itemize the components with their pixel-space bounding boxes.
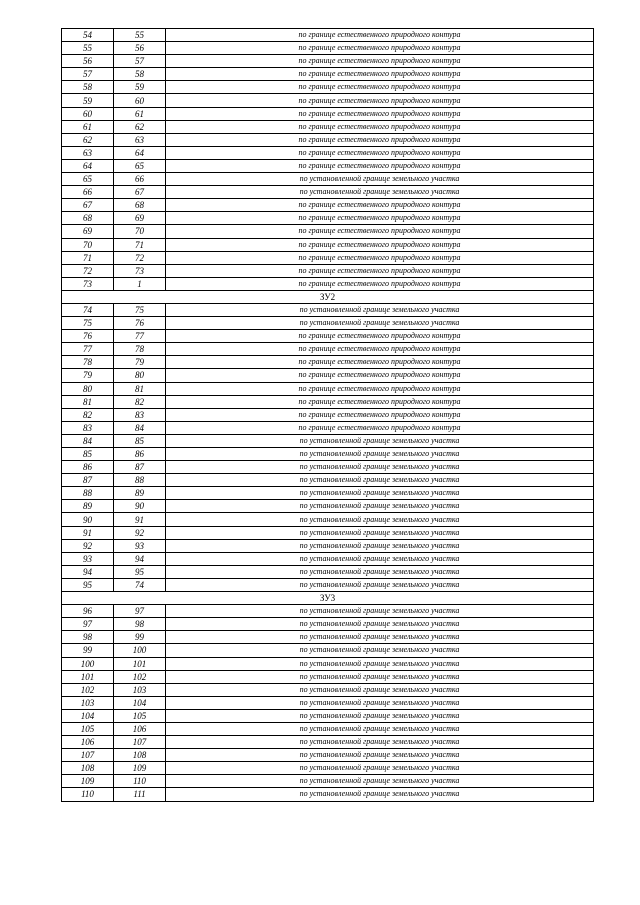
point-from-cell: 101 bbox=[62, 670, 114, 683]
table-row bbox=[62, 461, 594, 474]
point-to-cell: 70 bbox=[114, 225, 166, 238]
point-from-cell: 62 bbox=[62, 133, 114, 146]
boundary-description-cell: по установленной границе земельного участка bbox=[166, 644, 594, 657]
point-to-cell: 77 bbox=[114, 330, 166, 343]
boundary-description-cell: по установленной границе земельного участка bbox=[166, 526, 594, 539]
point-to-cell: 111 bbox=[114, 788, 166, 801]
point-to-cell: 84 bbox=[114, 421, 166, 434]
boundary-description-cell: по установленной границе земельного участка bbox=[166, 736, 594, 749]
table-row bbox=[62, 107, 594, 120]
point-from-cell: 84 bbox=[62, 434, 114, 447]
boundary-description-cell: по установленной границе земельного участка bbox=[166, 474, 594, 487]
table-row bbox=[62, 29, 594, 42]
table-row bbox=[62, 159, 594, 172]
point-from-cell: 65 bbox=[62, 173, 114, 186]
point-to-cell: 88 bbox=[114, 474, 166, 487]
point-from-cell: 58 bbox=[62, 81, 114, 94]
point-to-cell: 90 bbox=[114, 500, 166, 513]
section-title: ЗУ3 bbox=[62, 592, 594, 605]
table-row bbox=[62, 94, 594, 107]
section-header-row bbox=[62, 290, 594, 303]
point-from-cell: 72 bbox=[62, 264, 114, 277]
point-to-cell: 56 bbox=[114, 42, 166, 55]
boundary-description-cell: по границе естественного природного контура bbox=[166, 369, 594, 382]
point-to-cell: 89 bbox=[114, 487, 166, 500]
boundary-table-body bbox=[62, 29, 594, 802]
boundary-description-cell: по границе естественного природного контура bbox=[166, 382, 594, 395]
point-to-cell: 107 bbox=[114, 736, 166, 749]
point-to-cell: 91 bbox=[114, 513, 166, 526]
point-from-cell: 97 bbox=[62, 618, 114, 631]
table-row bbox=[62, 526, 594, 539]
point-from-cell: 78 bbox=[62, 356, 114, 369]
boundary-description-cell: по установленной границе земельного участка bbox=[166, 539, 594, 552]
boundary-description-cell: по установленной границе земельного участка bbox=[166, 749, 594, 762]
boundary-description-cell: по границе естественного природного контура bbox=[166, 330, 594, 343]
table-row bbox=[62, 631, 594, 644]
point-to-cell: 87 bbox=[114, 461, 166, 474]
table-row bbox=[62, 186, 594, 199]
boundary-description-cell: по установленной границе земельного участка bbox=[166, 631, 594, 644]
point-from-cell: 109 bbox=[62, 775, 114, 788]
table-row bbox=[62, 670, 594, 683]
boundary-description-cell: по границе естественного природного контура bbox=[166, 81, 594, 94]
point-to-cell: 82 bbox=[114, 395, 166, 408]
boundary-description-cell: по границе естественного природного контура bbox=[166, 94, 594, 107]
point-from-cell: 60 bbox=[62, 107, 114, 120]
point-to-cell: 59 bbox=[114, 81, 166, 94]
boundary-description-cell: по установленной границе земельного участка bbox=[166, 683, 594, 696]
point-from-cell: 80 bbox=[62, 382, 114, 395]
table-row bbox=[62, 448, 594, 461]
table-row bbox=[62, 696, 594, 709]
table-row bbox=[62, 421, 594, 434]
point-to-cell: 110 bbox=[114, 775, 166, 788]
table-row bbox=[62, 212, 594, 225]
point-to-cell: 55 bbox=[114, 29, 166, 42]
boundary-description-cell: по границе естественного природного контура bbox=[166, 356, 594, 369]
point-to-cell: 108 bbox=[114, 749, 166, 762]
boundary-description-cell: по установленной границе земельного участка bbox=[166, 696, 594, 709]
boundary-description-cell: по границе естественного природного контура bbox=[166, 120, 594, 133]
table-row bbox=[62, 657, 594, 670]
boundary-description-cell: по установленной границе земельного участка bbox=[166, 722, 594, 735]
point-from-cell: 98 bbox=[62, 631, 114, 644]
table-row bbox=[62, 264, 594, 277]
table-row bbox=[62, 408, 594, 421]
point-to-cell: 75 bbox=[114, 303, 166, 316]
point-from-cell: 59 bbox=[62, 94, 114, 107]
point-from-cell: 75 bbox=[62, 317, 114, 330]
point-to-cell: 62 bbox=[114, 120, 166, 133]
table-row bbox=[62, 238, 594, 251]
point-from-cell: 56 bbox=[62, 55, 114, 68]
boundary-description-cell: по установленной границе земельного участка bbox=[166, 303, 594, 316]
point-from-cell: 89 bbox=[62, 500, 114, 513]
point-from-cell: 64 bbox=[62, 159, 114, 172]
table-row bbox=[62, 120, 594, 133]
table-row bbox=[62, 500, 594, 513]
point-from-cell: 90 bbox=[62, 513, 114, 526]
point-to-cell: 97 bbox=[114, 605, 166, 618]
table-row bbox=[62, 474, 594, 487]
point-from-cell: 96 bbox=[62, 605, 114, 618]
point-to-cell: 105 bbox=[114, 709, 166, 722]
point-from-cell: 73 bbox=[62, 277, 114, 290]
table-row bbox=[62, 552, 594, 565]
point-from-cell: 55 bbox=[62, 42, 114, 55]
point-from-cell: 57 bbox=[62, 68, 114, 81]
boundary-description-cell: по границе естественного природного контура bbox=[166, 107, 594, 120]
table-row bbox=[62, 303, 594, 316]
point-from-cell: 81 bbox=[62, 395, 114, 408]
table-row bbox=[62, 736, 594, 749]
boundary-description-cell: по установленной границе земельного участка bbox=[166, 186, 594, 199]
point-from-cell: 87 bbox=[62, 474, 114, 487]
point-from-cell: 79 bbox=[62, 369, 114, 382]
table-row bbox=[62, 565, 594, 578]
table-row bbox=[62, 330, 594, 343]
point-from-cell: 83 bbox=[62, 421, 114, 434]
boundary-description-cell: по установленной границе земельного участка bbox=[166, 657, 594, 670]
table-row bbox=[62, 133, 594, 146]
boundary-description-cell: по установленной границе земельного участка bbox=[166, 762, 594, 775]
table-row bbox=[62, 487, 594, 500]
boundary-description-cell: по установленной границе земельного участка bbox=[166, 788, 594, 801]
table-row bbox=[62, 683, 594, 696]
table-row bbox=[62, 81, 594, 94]
point-from-cell: 106 bbox=[62, 736, 114, 749]
table-row bbox=[62, 539, 594, 552]
boundary-description-cell: по границе естественного природного контура bbox=[166, 42, 594, 55]
point-from-cell: 107 bbox=[62, 749, 114, 762]
point-from-cell: 74 bbox=[62, 303, 114, 316]
table-row bbox=[62, 317, 594, 330]
section-title: ЗУ2 bbox=[62, 290, 594, 303]
point-from-cell: 54 bbox=[62, 29, 114, 42]
boundary-description-cell: по установленной границе земельного участка bbox=[166, 487, 594, 500]
boundary-description-cell: по установленной границе земельного участка bbox=[166, 618, 594, 631]
point-from-cell: 67 bbox=[62, 199, 114, 212]
point-from-cell: 82 bbox=[62, 408, 114, 421]
point-to-cell: 60 bbox=[114, 94, 166, 107]
boundary-description-cell: по границе естественного природного контура bbox=[166, 343, 594, 356]
table-row bbox=[62, 749, 594, 762]
table-row bbox=[62, 775, 594, 788]
point-to-cell: 65 bbox=[114, 159, 166, 172]
table-row bbox=[62, 382, 594, 395]
boundary-description-cell: по границе естественного природного контура bbox=[166, 68, 594, 81]
boundary-description-cell: по установленной границе земельного участка bbox=[166, 434, 594, 447]
table-row bbox=[62, 578, 594, 591]
table-row bbox=[62, 788, 594, 801]
boundary-description-cell: по установленной границе земельного участка bbox=[166, 605, 594, 618]
table-row bbox=[62, 605, 594, 618]
point-from-cell: 63 bbox=[62, 146, 114, 159]
point-from-cell: 93 bbox=[62, 552, 114, 565]
table-row bbox=[62, 395, 594, 408]
point-to-cell: 72 bbox=[114, 251, 166, 264]
boundary-description-cell: по установленной границе земельного участка bbox=[166, 552, 594, 565]
boundary-description-cell: по границе естественного природного контура bbox=[166, 264, 594, 277]
point-from-cell: 94 bbox=[62, 565, 114, 578]
boundary-table bbox=[61, 28, 594, 802]
point-from-cell: 91 bbox=[62, 526, 114, 539]
point-to-cell: 104 bbox=[114, 696, 166, 709]
point-to-cell: 64 bbox=[114, 146, 166, 159]
point-to-cell: 74 bbox=[114, 578, 166, 591]
table-row bbox=[62, 277, 594, 290]
point-from-cell: 66 bbox=[62, 186, 114, 199]
point-from-cell: 99 bbox=[62, 644, 114, 657]
point-to-cell: 80 bbox=[114, 369, 166, 382]
point-from-cell: 105 bbox=[62, 722, 114, 735]
table-row bbox=[62, 55, 594, 68]
boundary-description-cell: по границе естественного природного контура bbox=[166, 421, 594, 434]
boundary-description-cell: по границе естественного природного контура bbox=[166, 212, 594, 225]
table-row bbox=[62, 369, 594, 382]
boundary-description-cell: по границе естественного природного контура bbox=[166, 225, 594, 238]
point-to-cell: 61 bbox=[114, 107, 166, 120]
point-from-cell: 77 bbox=[62, 343, 114, 356]
point-to-cell: 100 bbox=[114, 644, 166, 657]
point-from-cell: 85 bbox=[62, 448, 114, 461]
boundary-description-cell: по установленной границе земельного участка bbox=[166, 775, 594, 788]
point-from-cell: 70 bbox=[62, 238, 114, 251]
table-row bbox=[62, 251, 594, 264]
boundary-description-cell: по установленной границе земельного участка bbox=[166, 709, 594, 722]
boundary-description-cell: по границе естественного природного контура bbox=[166, 29, 594, 42]
table-row bbox=[62, 146, 594, 159]
boundary-description-cell: по установленной границе земельного участка bbox=[166, 500, 594, 513]
point-to-cell: 79 bbox=[114, 356, 166, 369]
point-to-cell: 76 bbox=[114, 317, 166, 330]
boundary-description-cell: по установленной границе земельного участка bbox=[166, 448, 594, 461]
point-from-cell: 88 bbox=[62, 487, 114, 500]
table-row bbox=[62, 762, 594, 775]
point-to-cell: 95 bbox=[114, 565, 166, 578]
table-row bbox=[62, 709, 594, 722]
section-header-row bbox=[62, 592, 594, 605]
boundary-description-cell: по установленной границе земельного участка bbox=[166, 565, 594, 578]
point-from-cell: 103 bbox=[62, 696, 114, 709]
point-to-cell: 101 bbox=[114, 657, 166, 670]
point-to-cell: 106 bbox=[114, 722, 166, 735]
point-to-cell: 93 bbox=[114, 539, 166, 552]
point-from-cell: 100 bbox=[62, 657, 114, 670]
point-to-cell: 68 bbox=[114, 199, 166, 212]
point-from-cell: 108 bbox=[62, 762, 114, 775]
table-row bbox=[62, 356, 594, 369]
boundary-description-cell: по границе естественного природного контура bbox=[166, 277, 594, 290]
table-row bbox=[62, 68, 594, 81]
boundary-description-cell: по установленной границе земельного участка bbox=[166, 578, 594, 591]
table-row bbox=[62, 618, 594, 631]
point-to-cell: 66 bbox=[114, 173, 166, 186]
point-to-cell: 103 bbox=[114, 683, 166, 696]
point-from-cell: 71 bbox=[62, 251, 114, 264]
boundary-description-cell: по установленной границе земельного участка bbox=[166, 461, 594, 474]
point-to-cell: 83 bbox=[114, 408, 166, 421]
boundary-description-cell: по границе естественного природного контура bbox=[166, 146, 594, 159]
boundary-description-cell: по установленной границе земельного участка bbox=[166, 670, 594, 683]
table-row bbox=[62, 42, 594, 55]
table-row bbox=[62, 225, 594, 238]
boundary-description-cell: по установленной границе земельного участка bbox=[166, 173, 594, 186]
table-row bbox=[62, 173, 594, 186]
table-row bbox=[62, 199, 594, 212]
boundary-description-cell: по границе естественного природного контура bbox=[166, 199, 594, 212]
point-to-cell: 85 bbox=[114, 434, 166, 447]
point-to-cell: 57 bbox=[114, 55, 166, 68]
point-from-cell: 110 bbox=[62, 788, 114, 801]
point-from-cell: 61 bbox=[62, 120, 114, 133]
point-to-cell: 99 bbox=[114, 631, 166, 644]
point-from-cell: 104 bbox=[62, 709, 114, 722]
point-to-cell: 81 bbox=[114, 382, 166, 395]
boundary-description-cell: по границе естественного природного контура bbox=[166, 395, 594, 408]
point-from-cell: 102 bbox=[62, 683, 114, 696]
table-row bbox=[62, 513, 594, 526]
point-to-cell: 71 bbox=[114, 238, 166, 251]
boundary-description-cell: по границе естественного природного контура bbox=[166, 251, 594, 264]
table-row bbox=[62, 434, 594, 447]
table-row bbox=[62, 644, 594, 657]
point-to-cell: 67 bbox=[114, 186, 166, 199]
boundary-description-cell: по границе естественного природного контура bbox=[166, 55, 594, 68]
point-to-cell: 78 bbox=[114, 343, 166, 356]
point-to-cell: 94 bbox=[114, 552, 166, 565]
table-row bbox=[62, 343, 594, 356]
point-to-cell: 98 bbox=[114, 618, 166, 631]
point-to-cell: 102 bbox=[114, 670, 166, 683]
point-from-cell: 86 bbox=[62, 461, 114, 474]
table-row bbox=[62, 722, 594, 735]
boundary-description-cell: по установленной границе земельного участка bbox=[166, 513, 594, 526]
point-to-cell: 86 bbox=[114, 448, 166, 461]
point-from-cell: 76 bbox=[62, 330, 114, 343]
point-to-cell: 69 bbox=[114, 212, 166, 225]
boundary-description-cell: по границе естественного природного контура bbox=[166, 408, 594, 421]
boundary-description-cell: по границе естественного природного контура bbox=[166, 238, 594, 251]
boundary-description-cell: по границе естественного природного контура bbox=[166, 159, 594, 172]
point-to-cell: 73 bbox=[114, 264, 166, 277]
point-to-cell: 109 bbox=[114, 762, 166, 775]
point-to-cell: 63 bbox=[114, 133, 166, 146]
point-from-cell: 68 bbox=[62, 212, 114, 225]
point-from-cell: 92 bbox=[62, 539, 114, 552]
point-to-cell: 1 bbox=[114, 277, 166, 290]
point-from-cell: 95 bbox=[62, 578, 114, 591]
point-to-cell: 92 bbox=[114, 526, 166, 539]
point-from-cell: 69 bbox=[62, 225, 114, 238]
boundary-description-cell: по установленной границе земельного участка bbox=[166, 317, 594, 330]
boundary-description-cell: по границе естественного природного контура bbox=[166, 133, 594, 146]
point-to-cell: 58 bbox=[114, 68, 166, 81]
